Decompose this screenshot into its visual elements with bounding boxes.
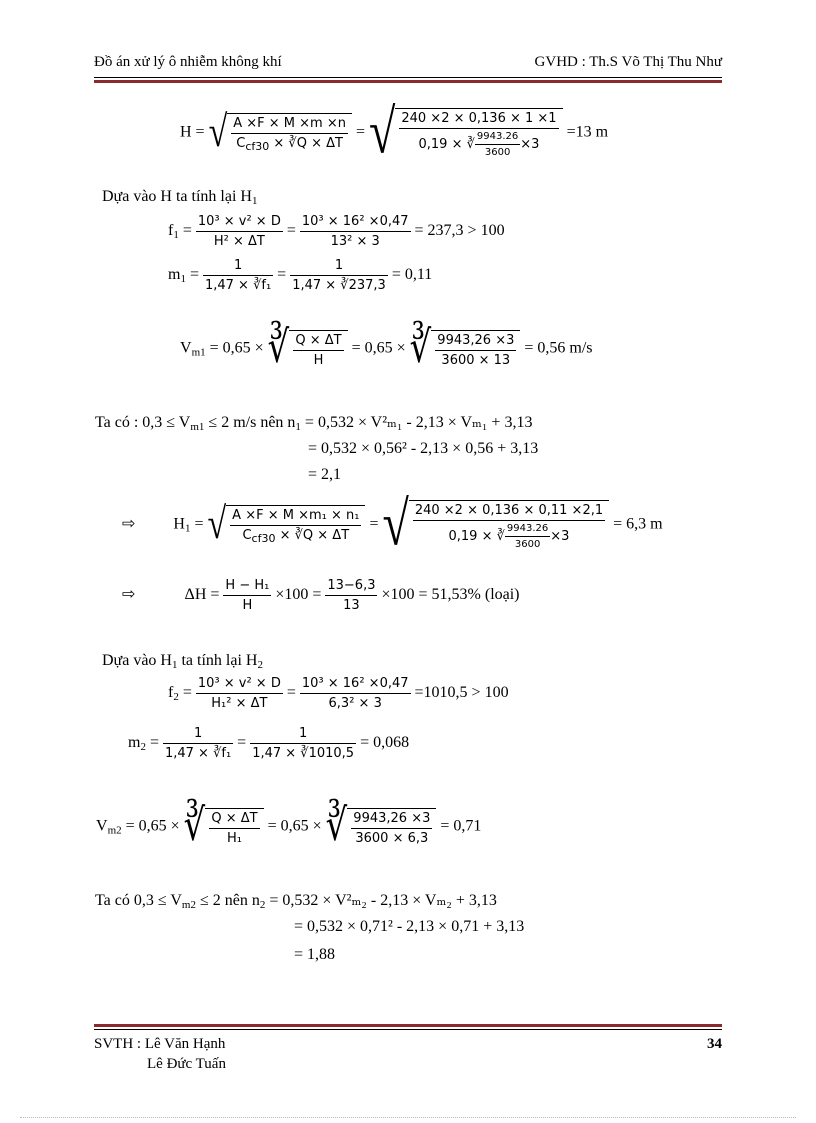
m1-val-den: 1,47 × ∛237,3: [292, 278, 386, 293]
equation-m2: $m_2$ = $\frac{1}{\text{1,47 × ∛f₁}}$ = $\frac{1}{1,47 \times ∛1010,5}$ = 0,068: [128, 726, 410, 761]
footer-rule-thin: [94, 1029, 722, 1030]
eq-h-result: =13 m: [566, 123, 609, 141]
n1-line1: Ta có : $0,3 \le V_{m1} \le 2$ m/s nên $n_1 = 0,532 \times V^2_{m1} - 2,13 \times V_{m1} + 3,13$: [95, 414, 533, 433]
arrow-right-icon: ⇨: [122, 584, 136, 604]
m1-den: 1,47 × ∛f₁: [204, 278, 272, 293]
equation-f1: $f_1$ = $\frac{\text{10³ × v² × D}}{\text{H² × ΔT}}$ = $\frac{\text{10³ × 16² ×0,47}}{\text{13² × 3}}$ = 237,3 > 100: [168, 214, 505, 249]
equation-h1: ⇨ $H_1$ = √ $\frac{\text{A ×F × M ×m₁ × n₁}}{C_{cf30} \times ∛Q \times \Delta T}$ = √ 240 ×2 × 0,136 × 0,11 ×2,1 0,19 × ∛ $\frac{9943.26}{3600}$ ×3 = 6,3 m: [122, 489, 663, 559]
equation-delta-h: ⇨ ΔH = $\frac{\text{H − H₁}}{H}$ ×100 = $\frac{13-6,3}{13}$ ×100 = 51,53% (loại): [122, 578, 520, 613]
eq-h-equal: =: [355, 123, 366, 141]
eq-h-val-num: 240 ×2 × 0,136 × 1 ×1: [399, 111, 558, 129]
page-number: 34: [707, 1036, 722, 1052]
cbrt-icon: ∛: [183, 802, 206, 851]
cbrt-icon: ∛: [267, 324, 290, 373]
sqrt-icon: √: [208, 108, 228, 157]
equation-vm1: $V_{m1} = 0,65$ × ∛ $\frac{Q \times \Delta T}{H}$ = 0,65 × ∛ $\frac{9943,26 \times 3}{3600 \times 13}$ = 0,56 m/s: [180, 324, 593, 373]
text-recompute-h1: Dựa vào H ta tính lại $H_1$: [102, 188, 258, 207]
n2-line3: = 1,88: [294, 946, 336, 963]
m1-result: = 0,11: [391, 266, 433, 284]
footer-svth: SVTH : Lê Văn Hạnh: [94, 1036, 226, 1052]
equation-f2: $f_2$ = $\frac{\text{10³ × v² × D}}{\text{H₁² × ΔT}}$ = $\frac{\text{10³ × 16² ×0,47}}{\text{6,3² × 3}}$ =1010,5 > 100: [168, 676, 509, 711]
equation-vm2: $V_{m2} = 0,65$ × ∛ $\frac{Q \times \Delta T}{\text{H₁}}$ = 0,65 × ∛ $\frac{9943,26 \times 3}{3600 \times 6,3}$ = 0,71: [96, 802, 482, 851]
f1-result: = 237,3 > 100: [414, 222, 505, 240]
n1-line3: = 2,1: [308, 466, 342, 483]
eq-h-lhs: H =: [180, 123, 205, 141]
f1-sym-den: H² × ΔT: [213, 234, 265, 249]
f1-sym-num: 10³ × v² × D: [196, 214, 283, 232]
eq-h-sym-den: $C_{cf30}$ × ∛Q × ΔT: [236, 136, 343, 153]
header-left: Đồ án xử lý ô nhiễm không khí: [94, 54, 282, 70]
h1-result: = 6,3 m: [613, 515, 663, 533]
eq-h-val-den: 0,19 × ∛ $\frac{9943.26}{3600}$ ×3: [418, 131, 540, 158]
equation-h: [180, 97, 609, 167]
arrow-right-icon: ⇨: [122, 513, 136, 533]
f1-val-den: 13² × 3: [330, 234, 380, 249]
equation-m1: $m_1$ = $\frac{1}{\text{1,47 × ∛f₁}}$ = $\frac{1}{1,47 \times ∛237,3}$ = 0,11: [168, 258, 433, 293]
header-right: GVHD : Th.S Võ Thị Thu Như: [534, 54, 722, 70]
f2-result: =1010,5 > 100: [414, 684, 509, 702]
header-rule-thin: [94, 77, 722, 78]
cbrt-icon: ∛: [409, 324, 432, 373]
header-rule-thick: [94, 80, 722, 83]
n2-line1: Ta có $0,3 \le V_{m2} \le 2$ nên $n_2 = 0,532 \times V^2_{m2} - 2,13 \times V_{m2} + 3,13$: [95, 892, 497, 911]
footer-name-2: Lê Đức Tuấn: [147, 1056, 226, 1072]
delta-h-result: ×100 = 51,53% (loại): [381, 586, 520, 604]
m2-result: = 0,068: [360, 734, 410, 752]
cbrt-icon: ∛: [325, 802, 348, 851]
vm1-result: = 0,56 m/s: [524, 339, 593, 357]
sqrt-icon: √: [382, 489, 409, 559]
text-recompute-h2: Dựa vào $H_1$ ta tính lại $H_2$: [102, 652, 263, 671]
eq-h-sym-num: A ×F × M ×m ×n: [231, 116, 348, 134]
sqrt-icon: √: [207, 500, 227, 549]
n1-line2: = 0,532 × 0,56² - 2,13 × 0,56 + 3,13: [308, 440, 539, 457]
footer-rule-thick: [94, 1024, 722, 1027]
n2-line2: = 0,532 × 0,71² - 2,13 × 0,71 + 3,13: [294, 918, 525, 935]
f1-val-num: 10³ × 16² ×0,47: [300, 214, 411, 232]
sqrt-icon: √: [369, 97, 396, 167]
bottom-dotted-border: [20, 1117, 796, 1118]
vm2-result: = 0,71: [440, 817, 482, 835]
